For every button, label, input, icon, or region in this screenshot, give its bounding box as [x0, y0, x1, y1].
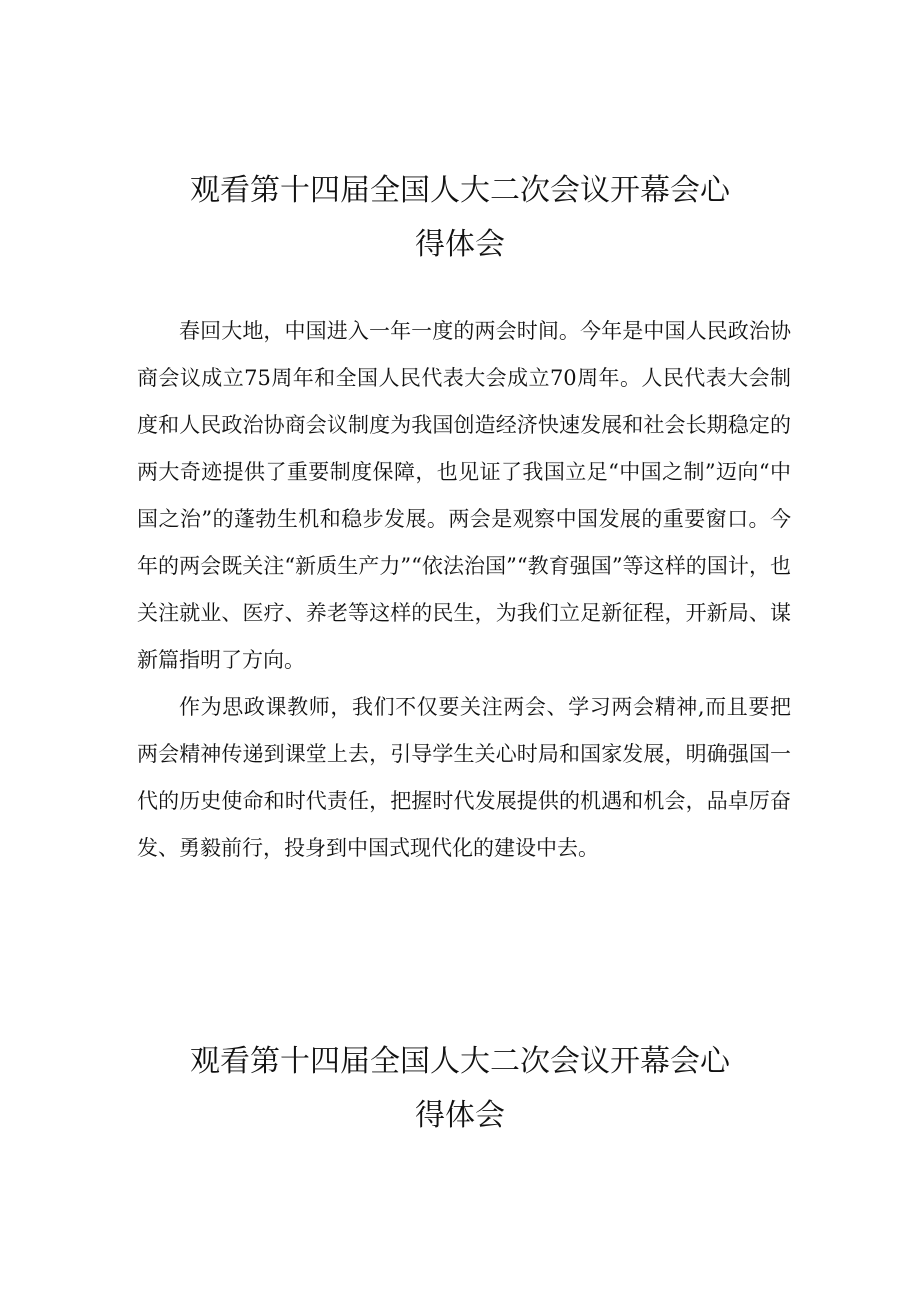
document-body — [137, 308, 791, 872]
document-title — [150, 164, 770, 272]
document-title-line-2: 得体会 — [415, 227, 505, 262]
second-title-line-1: 观看第十四届全国人大二次会议开幕会心 — [190, 1044, 730, 1079]
document-title-line-1: 观看第十四届全国人大二次会议开幕会心 — [190, 173, 730, 208]
body-paragraph-1: 春回大地，中国进入一年一度的两会时间。今年是中国人民政治协商会议成立75周年和全国人民代表大会成立70周年。人民代表大会制度和人民政治协商会议制度为我国创造经济快速发展和社会长期稳定的两大奇迹提供了重要制度保障，也见证了我国立足“中国之制”迈向“中国之治”的蓬勃生机和稳步发展。两会是观察中国发展的重要窗口。今年的两会既关注“新质生产力”“依法治国”“教育强国”等这样的国计，也关注就业、医疗、养老等这样的民生，为我们立足新征程，开新局、谋新篇指明了方向。 — [137, 319, 791, 672]
body-paragraph-2: 作为思政课教师，我们不仅要关注两会、学习两会精神,而且要把两会精神传递到课堂上去，引导学生关心时局和国家发展，明确强国一代的历史使命和时代责任，把握时代发展提供的机遇和机会，品卓厉奋发、勇毅前行，投身到中国式现代化的建设中去。 — [137, 695, 791, 860]
second-title-line-2: 得体会 — [415, 1098, 505, 1133]
second-document-title — [150, 1035, 770, 1143]
